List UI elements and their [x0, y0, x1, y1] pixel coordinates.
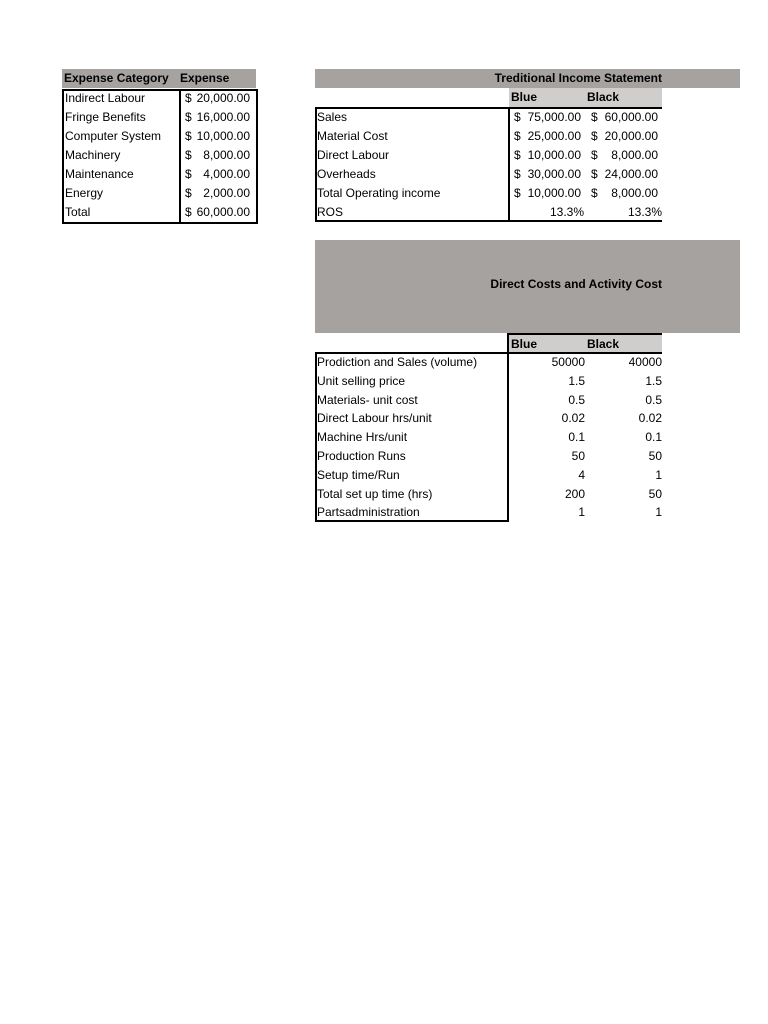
direct-costs-row-label: Unit selling price	[317, 373, 406, 388]
currency-symbol: $	[514, 186, 521, 200]
direct-costs-blue-value: 0.5	[568, 392, 585, 407]
expense-table	[62, 69, 258, 222]
income-black-amount: 24,000.00	[604, 167, 658, 181]
expense-category-cell: Energy	[65, 186, 104, 200]
income-black-cell	[587, 165, 662, 184]
direct-costs-blue-value: 1.5	[568, 373, 585, 388]
currency-symbol: $	[185, 167, 192, 181]
direct-costs-col-divider	[507, 352, 509, 522]
expense-header: Expense	[180, 69, 256, 88]
currency-symbol: $	[514, 110, 521, 124]
currency-symbol: $	[514, 129, 521, 143]
currency-symbol: $	[591, 186, 598, 200]
income-row-label: Overheads	[317, 167, 376, 181]
income-blue-amount: 30,000.00	[527, 167, 581, 181]
ros-label: ROS	[317, 205, 344, 219]
income-blue-amount: 10,000.00	[527, 148, 581, 162]
expense-category-header: Expense Category	[62, 69, 180, 88]
income-col-blue: Blue	[511, 90, 538, 104]
direct-costs-row-label: Partsadministration	[317, 505, 420, 520]
income-blue-cell	[510, 146, 585, 165]
direct-costs-row-label: Materials- unit cost	[317, 392, 418, 407]
expense-category-cell: Computer System	[65, 129, 162, 143]
expense-amount-cell	[181, 127, 254, 146]
direct-costs-col-blue: Blue	[511, 337, 538, 351]
direct-costs-row-label: Prodiction and Sales (volume)	[317, 355, 478, 369]
income-row-label: Sales	[317, 110, 348, 124]
currency-symbol: $	[514, 148, 521, 162]
expense-amount: 8,000.00	[203, 148, 250, 162]
direct-costs-blue-value: 4	[578, 467, 585, 482]
expense-amount: 60,000.00	[196, 205, 250, 219]
expense-amount-cell	[181, 203, 254, 222]
currency-symbol: $	[185, 110, 192, 124]
currency-symbol: $	[185, 91, 192, 105]
income-blue-cell	[510, 127, 585, 146]
income-blue-cell	[510, 108, 585, 127]
direct-costs-black-value: 0.1	[645, 430, 662, 445]
ros-black: 13.3%	[627, 205, 662, 219]
income-blue-amount: 75,000.00	[527, 110, 581, 124]
expense-amount: 16,000.00	[196, 110, 250, 124]
currency-symbol: $	[185, 186, 192, 200]
direct-costs-row-label: Setup time/Run	[317, 467, 400, 482]
income-black-amount: 20,000.00	[604, 129, 658, 143]
expense-category-cell: Indirect Labour	[65, 91, 146, 105]
expense-amount-cell	[181, 146, 254, 165]
currency-symbol: $	[591, 110, 598, 124]
currency-symbol: $	[185, 129, 192, 143]
income-blue-cell	[510, 184, 585, 203]
direct-costs-blue-value: 0.02	[561, 411, 585, 426]
direct-costs-row-label: Direct Labour hrs/unit	[317, 411, 432, 426]
expense-amount-cell	[181, 108, 254, 127]
direct-costs-header-left-border	[507, 333, 509, 354]
direct-costs-row-label: Machine Hrs/unit	[317, 430, 408, 445]
income-row-label: Direct Labour	[317, 148, 390, 162]
direct-costs-blue-value: 1	[578, 505, 585, 520]
income-blue-amount: 10,000.00	[527, 186, 581, 200]
direct-costs-black-value: 1	[655, 467, 662, 482]
direct-costs-black-value: 40000	[628, 355, 662, 369]
currency-symbol: $	[591, 129, 598, 143]
direct-costs-col-black: Black	[587, 337, 620, 351]
expense-amount: 10,000.00	[196, 129, 250, 143]
income-black-amount: 60,000.00	[604, 110, 658, 124]
income-row-label: Total Operating income	[317, 186, 441, 200]
direct-costs-blue-value: 50	[571, 449, 585, 463]
expense-amount-cell	[181, 89, 254, 108]
direct-costs-title: Direct Costs and Activity Cost	[490, 277, 662, 291]
direct-costs-row-label: Total set up time (hrs)	[317, 486, 433, 501]
direct-costs-row-label: Production Runs	[317, 449, 406, 463]
income-black-cell	[587, 108, 662, 127]
income-blue-amount: 25,000.00	[527, 129, 581, 143]
direct-costs-black-value: 50	[648, 449, 662, 463]
income-title: Treditional Income Statement	[494, 71, 662, 85]
expense-category-cell: Maintenance	[65, 167, 134, 181]
direct-costs-black-value: 0.02	[638, 411, 662, 426]
income-col-black: Black	[587, 90, 620, 104]
expense-category-cell: Machinery	[65, 148, 121, 162]
income-black-cell	[587, 184, 662, 203]
income-black-amount: 8,000.00	[611, 148, 658, 162]
direct-costs-black-value: 1	[655, 505, 662, 520]
income-blue-cell	[510, 165, 585, 184]
expense-amount-cell	[181, 184, 254, 203]
direct-costs-black-value: 1.5	[645, 373, 662, 388]
direct-costs-black-value: 0.5	[645, 392, 662, 407]
income-black-cell	[587, 146, 662, 165]
currency-symbol: $	[591, 167, 598, 181]
expense-amount: 2,000.00	[203, 186, 250, 200]
income-black-amount: 8,000.00	[611, 186, 658, 200]
currency-symbol: $	[185, 205, 192, 219]
currency-symbol: $	[185, 148, 192, 162]
expense-category-cell: Fringe Benefits	[65, 110, 146, 124]
ros-blue: 13.3%	[549, 205, 584, 219]
expense-amount: 20,000.00	[196, 91, 250, 105]
direct-costs-black-value: 50	[648, 486, 662, 501]
currency-symbol: $	[591, 148, 598, 162]
currency-symbol: $	[514, 167, 521, 181]
direct-costs-blue-value: 0.1	[568, 430, 585, 445]
expense-amount-cell	[181, 165, 254, 184]
direct-costs-blue-value: 200	[564, 486, 585, 501]
income-row-label: Material Cost	[317, 129, 388, 143]
expense-category-cell: Total	[65, 205, 91, 219]
income-black-cell	[587, 127, 662, 146]
expense-amount: 4,000.00	[203, 167, 250, 181]
direct-costs-blue-value: 50000	[551, 355, 585, 369]
